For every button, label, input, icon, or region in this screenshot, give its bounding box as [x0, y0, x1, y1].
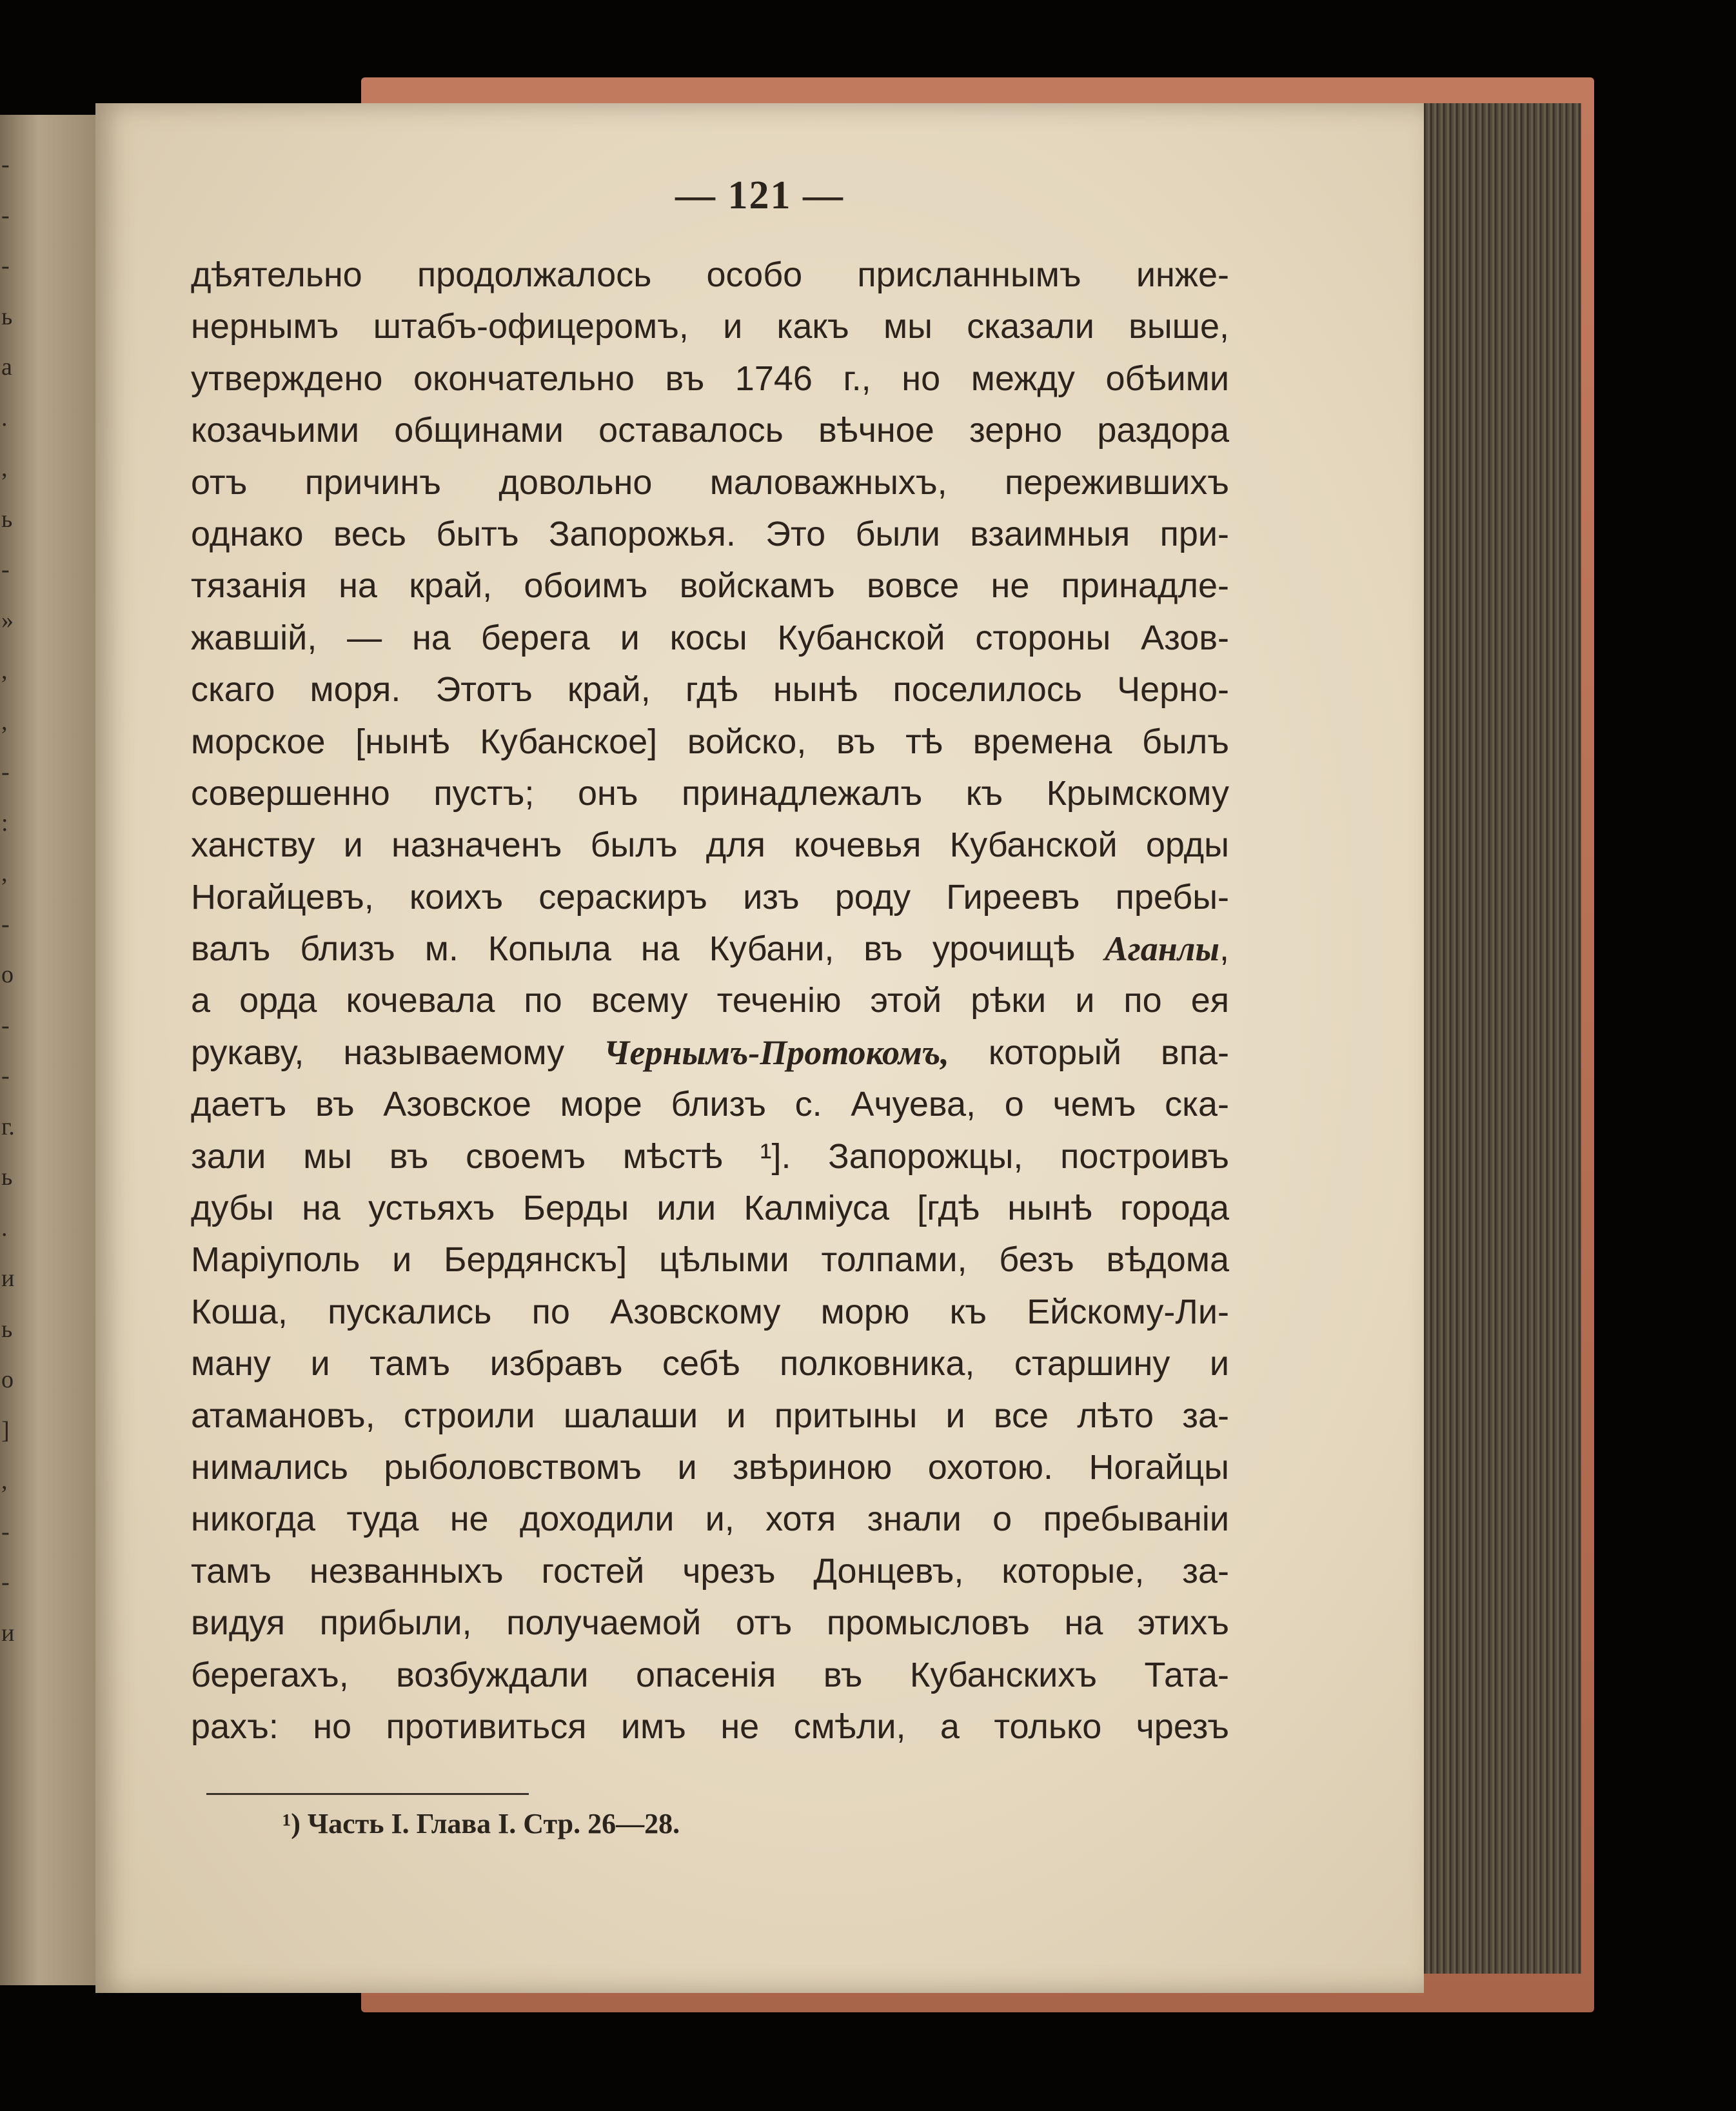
facing-page-glyph: , — [1, 657, 8, 684]
text-line: атамановъ, строили шалаши и притыны и все лѣто за- — [191, 1396, 1229, 1435]
text-line: видуя прибыли, получаемой отъ промысловъ на этихъ — [191, 1603, 1229, 1643]
text-line: дѣятельно продолжалось особо присланнымъ инже- — [191, 255, 1229, 294]
facing-page-glyph: а — [1, 353, 12, 381]
page-number: — 121 — — [675, 173, 844, 217]
facing-page-glyph: . — [1, 404, 8, 431]
text-line: однако весь бытъ Запорожья. Это были взаимныя при- — [191, 514, 1229, 553]
facing-page-edge — [0, 115, 101, 1985]
place-name-italic: Аганлы — [1104, 929, 1219, 969]
text-line: а орда кочевала по всему теченію этой рѣки и по ея — [191, 981, 1229, 1020]
facing-page-glyph: » — [1, 606, 14, 634]
text-line: отъ причинъ довольно маловажныхъ, пережившихъ — [191, 462, 1229, 502]
facing-page-glyph: и — [1, 1619, 15, 1647]
facing-page-glyph: - — [1, 1062, 10, 1089]
text-line: Ногайцевъ, коихъ сераскиръ изъ роду Гиреевъ пребы- — [191, 877, 1229, 917]
text-line: Маріуполь и Бердянскъ] цѣлыми толпами, безъ вѣдома — [191, 1240, 1229, 1280]
text-line-with-place-name — [191, 923, 1229, 975]
facing-page-glyph: и — [1, 1265, 15, 1292]
text-line: совершенно пустъ; онъ принадлежалъ къ Крымскому — [191, 773, 1229, 813]
text-line: жавшій, — на берега и косы Кубанской стороны Азов- — [191, 618, 1229, 657]
text-line: нимались рыболовствомъ и звѣриною охотою. Ногайцы — [191, 1447, 1229, 1487]
facing-page-glyph: - — [1, 910, 10, 938]
facing-page-glyph: - — [1, 201, 10, 229]
facing-page-glyph: ь — [1, 302, 13, 330]
place-name-italic: Чернымъ-Протокомъ, — [604, 1033, 949, 1072]
facing-page-glyph: : — [1, 809, 8, 837]
text-fragment: валъ близъ м. Копыла на Кубани, въ урочищѣ — [191, 929, 1105, 969]
text-line: утверждено окончательно въ 1746 г., но между обѣими — [191, 359, 1229, 398]
facing-page-glyph: , — [1, 455, 8, 482]
text-line-with-place-name — [191, 1027, 1229, 1078]
text-line: зали мы въ своемъ мѣстѣ ¹]. Запорожцы, построивъ — [191, 1136, 1229, 1176]
text-line: тамъ незванныхъ гостей чрезъ Донцевъ, которые, за- — [191, 1551, 1229, 1591]
facing-page-glyph: , — [1, 1467, 8, 1494]
text-fragment: , — [1219, 929, 1229, 969]
facing-page-glyph: - — [1, 1569, 10, 1596]
text-line: скаго моря. Этотъ край, гдѣ нынѣ поселилось Черно- — [191, 670, 1229, 709]
text-line: тязанія на край, обоимъ войскамъ вовсе не принадле- — [191, 566, 1229, 606]
text-line: Коша, пускались по Азовскому морю къ Ейскому-Ли- — [191, 1292, 1229, 1331]
facing-page-glyph: - — [1, 252, 10, 279]
facing-page-glyph: ь — [1, 1164, 13, 1191]
text-line: нернымъ штабъ-офицеромъ, и какъ мы сказали выше, — [191, 307, 1229, 346]
footnote: ¹) Часть I. Глава I. Стр. 26—28. — [282, 1808, 680, 1839]
text-line: ману и тамъ избравъ себѣ полковника, старшину и — [191, 1344, 1229, 1383]
text-line: дубы на устьяхъ Берды или Калміуса [гдѣ нынѣ города — [191, 1189, 1229, 1228]
facing-page-glyph: - — [1, 151, 10, 178]
facing-page-glyph: . — [1, 1214, 8, 1242]
body-text — [191, 249, 1229, 1752]
facing-page-glyph: ь — [1, 505, 13, 533]
text-line: берегахъ, возбуждали опасенія въ Кубанскихъ Тата- — [191, 1655, 1229, 1694]
text-line: рахъ: но противиться имъ не смѣли, а только чрезъ — [191, 1707, 1229, 1746]
text-line: никогда туда не доходили и, хотя знали о пребываніи — [191, 1500, 1229, 1539]
text-line: ханству и назначенъ былъ для кочевья Кубанской орды — [191, 826, 1229, 865]
book-page — [95, 103, 1424, 1993]
facing-page-glyph: - — [1, 556, 10, 583]
facing-page-glyph: ] — [1, 1416, 10, 1444]
facing-page-glyph: - — [1, 1518, 10, 1545]
text-line: морское [нынѣ Кубанское] войско, въ тѣ времена былъ — [191, 722, 1229, 761]
facing-page-glyph: ь — [1, 1315, 13, 1343]
facing-page-glyph: о — [1, 961, 14, 988]
facing-page-glyph: , — [1, 708, 8, 735]
page-block-edges — [1411, 103, 1581, 1974]
text-fragment: который впа- — [949, 1033, 1229, 1072]
text-fragment: рукаву, называемому — [191, 1033, 604, 1072]
facing-page-glyph: о — [1, 1366, 14, 1393]
text-line: даетъ въ Азовское море близъ с. Ачуева, о чемъ ска- — [191, 1085, 1229, 1124]
text-line: козачьими общинами оставалось вѣчное зерно раздора — [191, 411, 1229, 450]
facing-page-glyph: , — [1, 860, 8, 887]
facing-page-glyph: - — [1, 1011, 10, 1039]
facing-page-glyph: - — [1, 758, 10, 786]
footnote-rule — [206, 1793, 529, 1795]
facing-page-glyph: г. — [1, 1113, 15, 1140]
